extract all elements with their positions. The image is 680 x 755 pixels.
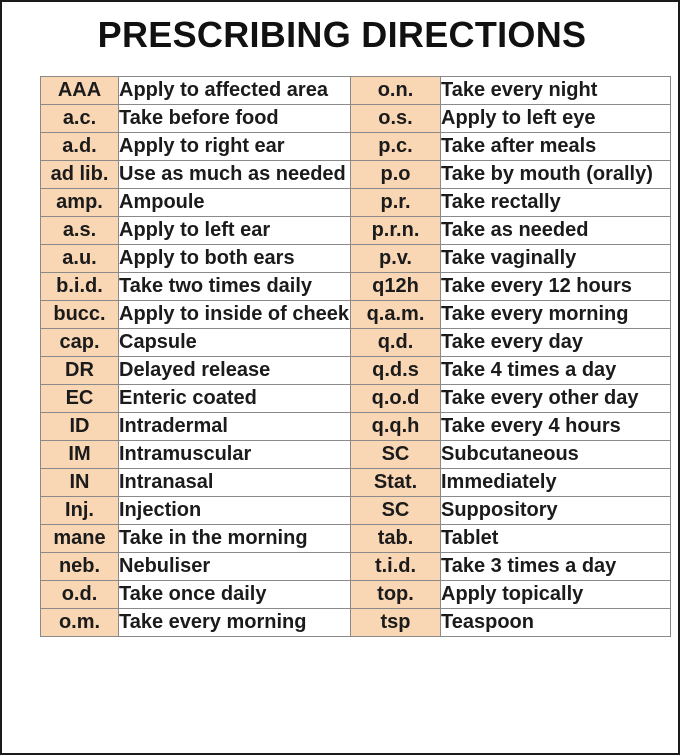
right-abbreviation-cell: SC (351, 497, 441, 525)
right-meaning-cell: Suppository (441, 497, 671, 525)
right-meaning-cell: Take 4 times a day (441, 357, 671, 385)
left-meaning-cell: Apply to affected area (119, 77, 351, 105)
table-row (41, 301, 671, 329)
left-abbreviation-cell: AAA (41, 77, 119, 105)
right-meaning-cell: Tablet (441, 525, 671, 553)
table-row (41, 441, 671, 469)
table-row (41, 189, 671, 217)
right-meaning-cell: Take by mouth (orally) (441, 161, 671, 189)
left-meaning-cell: Ampoule (119, 189, 351, 217)
right-abbreviation-cell: top. (351, 581, 441, 609)
left-meaning-cell: Delayed release (119, 357, 351, 385)
table-row (41, 497, 671, 525)
right-abbreviation-cell: p.o (351, 161, 441, 189)
right-abbreviation-cell: SC (351, 441, 441, 469)
left-abbreviation-cell: neb. (41, 553, 119, 581)
left-meaning-cell: Intradermal (119, 413, 351, 441)
table-row (41, 133, 671, 161)
left-meaning-cell: Take two times daily (119, 273, 351, 301)
right-abbreviation-cell: q.d. (351, 329, 441, 357)
right-abbreviation-cell: t.i.d. (351, 553, 441, 581)
table-row (41, 273, 671, 301)
right-meaning-cell: Take after meals (441, 133, 671, 161)
right-abbreviation-cell: p.v. (351, 245, 441, 273)
right-abbreviation-cell: p.c. (351, 133, 441, 161)
table-row (41, 581, 671, 609)
left-meaning-cell: Apply to right ear (119, 133, 351, 161)
table-row (41, 609, 671, 637)
left-meaning-cell: Take before food (119, 105, 351, 133)
right-abbreviation-cell: p.r.n. (351, 217, 441, 245)
right-abbreviation-cell: q.q.h (351, 413, 441, 441)
left-meaning-cell: Take once daily (119, 581, 351, 609)
page-title: PRESCRIBING DIRECTIONS (97, 14, 587, 55)
right-meaning-cell: Take every 4 hours (441, 413, 671, 441)
right-meaning-cell: Take every other day (441, 385, 671, 413)
right-abbreviation-cell: o.s. (351, 105, 441, 133)
right-meaning-cell: Take vaginally (441, 245, 671, 273)
right-abbreviation-cell: tab. (351, 525, 441, 553)
abbreviations-table (40, 76, 671, 637)
table-row (41, 525, 671, 553)
right-meaning-cell: Take every day (441, 329, 671, 357)
left-abbreviation-cell: o.d. (41, 581, 119, 609)
left-meaning-cell: Enteric coated (119, 385, 351, 413)
right-abbreviation-cell: o.n. (351, 77, 441, 105)
left-abbreviation-cell: amp. (41, 189, 119, 217)
table-row (41, 413, 671, 441)
table-row (41, 77, 671, 105)
left-abbreviation-cell: a.s. (41, 217, 119, 245)
right-abbreviation-cell: tsp (351, 609, 441, 637)
left-abbreviation-cell: mane (41, 525, 119, 553)
left-abbreviation-cell: ID (41, 413, 119, 441)
right-abbreviation-cell: Stat. (351, 469, 441, 497)
right-abbreviation-cell: q12h (351, 273, 441, 301)
left-abbreviation-cell: b.i.d. (41, 273, 119, 301)
right-meaning-cell: Apply to left eye (441, 105, 671, 133)
left-abbreviation-cell: a.u. (41, 245, 119, 273)
right-abbreviation-cell: q.d.s (351, 357, 441, 385)
right-meaning-cell: Take every night (441, 77, 671, 105)
left-meaning-cell: Intranasal (119, 469, 351, 497)
right-meaning-cell: Take 3 times a day (441, 553, 671, 581)
left-abbreviation-cell: EC (41, 385, 119, 413)
right-abbreviation-cell: q.a.m. (351, 301, 441, 329)
left-meaning-cell: Apply to left ear (119, 217, 351, 245)
left-abbreviation-cell: a.d. (41, 133, 119, 161)
left-meaning-cell: Nebuliser (119, 553, 351, 581)
right-meaning-cell: Apply topically (441, 581, 671, 609)
left-abbreviation-cell: DR (41, 357, 119, 385)
right-meaning-cell: Take every 12 hours (441, 273, 671, 301)
right-meaning-cell: Subcutaneous (441, 441, 671, 469)
right-abbreviation-cell: p.r. (351, 189, 441, 217)
left-meaning-cell: Injection (119, 497, 351, 525)
table-row (41, 469, 671, 497)
left-meaning-cell: Capsule (119, 329, 351, 357)
table-row (41, 357, 671, 385)
right-meaning-cell: Immediately (441, 469, 671, 497)
left-abbreviation-cell: ad lib. (41, 161, 119, 189)
right-meaning-cell: Teaspoon (441, 609, 671, 637)
table-row (41, 105, 671, 133)
left-abbreviation-cell: a.c. (41, 105, 119, 133)
table-row (41, 161, 671, 189)
table-row (41, 553, 671, 581)
left-meaning-cell: Apply to both ears (119, 245, 351, 273)
left-abbreviation-cell: IM (41, 441, 119, 469)
left-abbreviation-cell: cap. (41, 329, 119, 357)
right-abbreviation-cell: q.o.d (351, 385, 441, 413)
left-abbreviation-cell: Inj. (41, 497, 119, 525)
left-meaning-cell: Take in the morning (119, 525, 351, 553)
left-abbreviation-cell: bucc. (41, 301, 119, 329)
left-meaning-cell: Apply to inside of cheek (119, 301, 351, 329)
table-row (41, 217, 671, 245)
left-meaning-cell: Take every morning (119, 609, 351, 637)
abbreviations-table-body (41, 77, 671, 637)
right-meaning-cell: Take every morning (441, 301, 671, 329)
left-abbreviation-cell: IN (41, 469, 119, 497)
right-meaning-cell: Take as needed (441, 217, 671, 245)
table-row (41, 245, 671, 273)
right-meaning-cell: Take rectally (441, 189, 671, 217)
left-meaning-cell: Use as much as needed (119, 161, 351, 189)
left-abbreviation-cell: o.m. (41, 609, 119, 637)
left-meaning-cell: Intramuscular (119, 441, 351, 469)
table-row (41, 385, 671, 413)
table-row (41, 329, 671, 357)
